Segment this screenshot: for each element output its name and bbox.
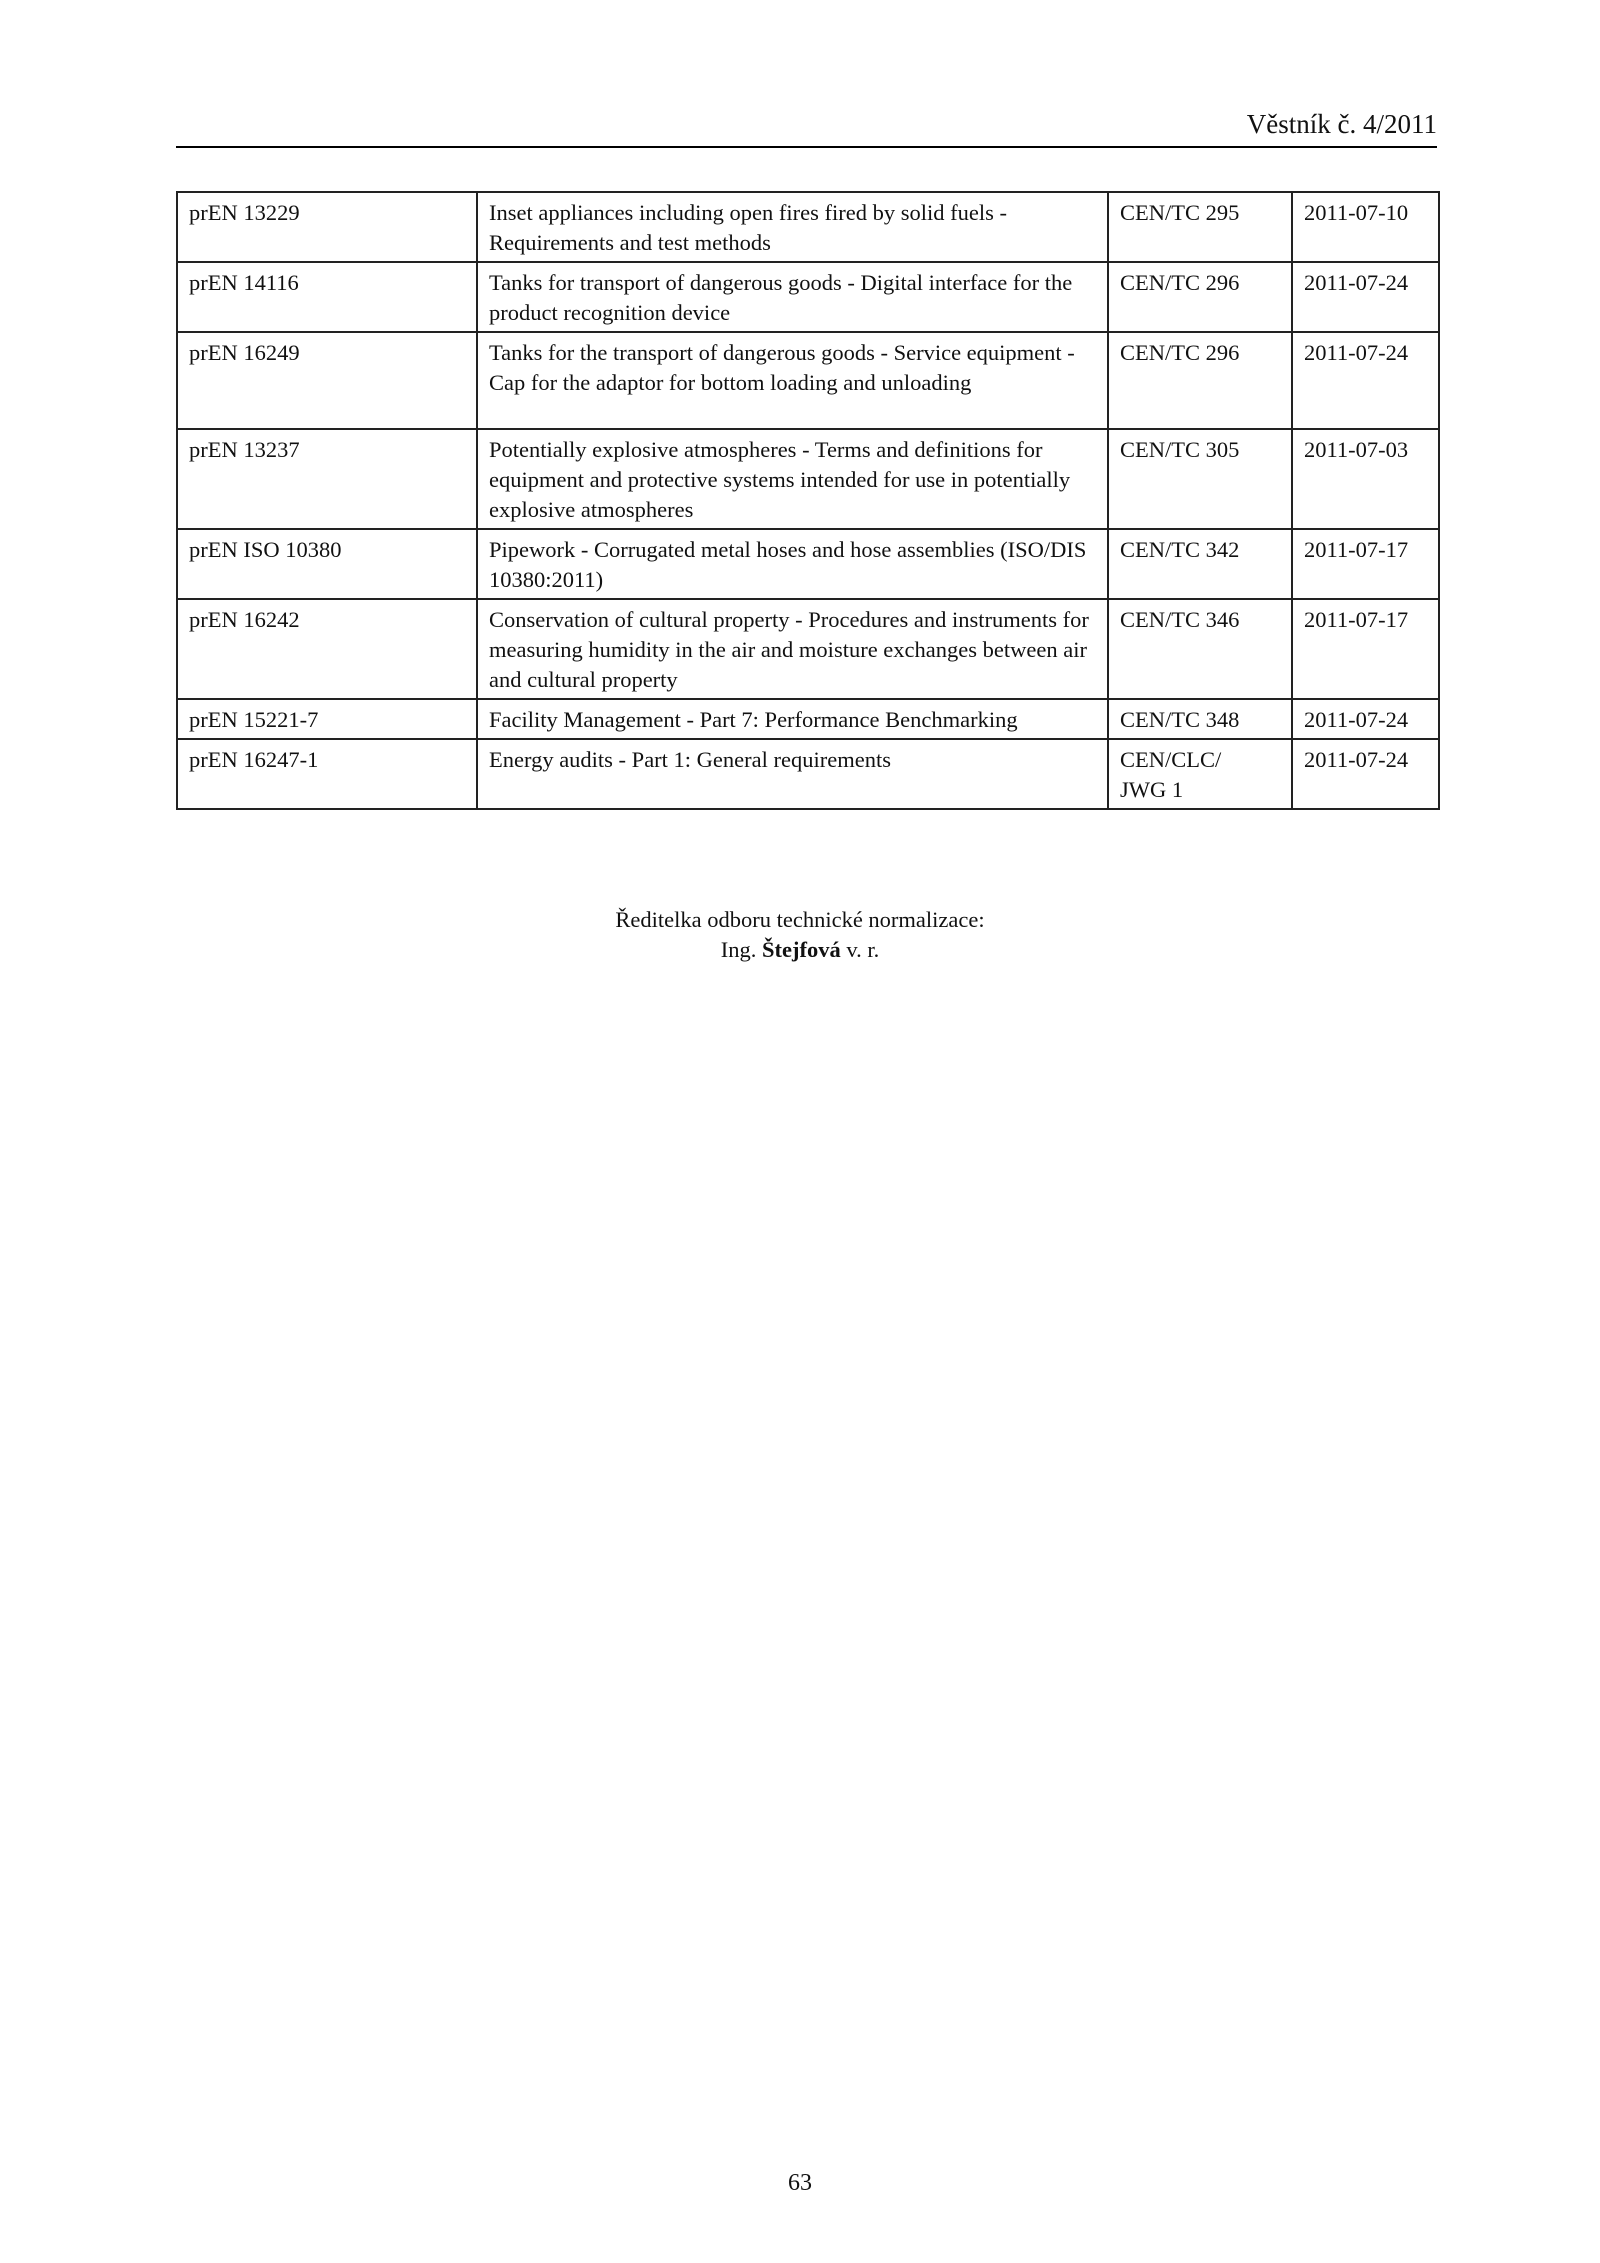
standard-title-cell: Conservation of cultural property - Procedures and instruments for measuring humidity in the air and moisture exchanges between air and cultural property bbox=[477, 599, 1108, 699]
standard-title-cell: Tanks for the transport of dangerous goods - Service equipment - Cap for the adaptor for bottom loading and unloading bbox=[477, 332, 1108, 429]
committee-cell: CEN/TC 348 bbox=[1108, 699, 1292, 739]
date-cell: 2011-07-24 bbox=[1292, 699, 1439, 739]
signature-suffix: v. r. bbox=[846, 937, 880, 962]
signature-line bbox=[0, 935, 1600, 965]
standard-code-cell: prEN 13229 bbox=[177, 192, 477, 262]
committee-cell: CEN/CLC/ JWG 1 bbox=[1108, 739, 1292, 809]
standard-title-cell: Inset appliances including open fires fired by solid fuels - Requirements and test methods bbox=[477, 192, 1108, 262]
committee-cell: CEN/TC 305 bbox=[1108, 429, 1292, 529]
signature-block bbox=[0, 905, 1600, 965]
date-cell: 2011-07-24 bbox=[1292, 739, 1439, 809]
table-row bbox=[177, 192, 1439, 262]
table-row bbox=[177, 699, 1439, 739]
committee-cell: CEN/TC 342 bbox=[1108, 529, 1292, 599]
committee-cell: CEN/TC 296 bbox=[1108, 262, 1292, 332]
table-row bbox=[177, 262, 1439, 332]
standard-code-cell: prEN 16249 bbox=[177, 332, 477, 429]
signature-role: Ředitelka odboru technické normalizace: bbox=[615, 907, 985, 932]
committee-cell: CEN/TC 295 bbox=[1108, 192, 1292, 262]
table-row bbox=[177, 739, 1439, 809]
table-row bbox=[177, 332, 1439, 429]
standard-code-cell: prEN 16242 bbox=[177, 599, 477, 699]
signature-prefix: Ing. bbox=[720, 937, 757, 962]
standard-code-cell: prEN 16247-1 bbox=[177, 739, 477, 809]
standard-title-cell: Pipework - Corrugated metal hoses and hose assemblies (ISO/DIS 10380:2011) bbox=[477, 529, 1108, 599]
date-cell: 2011-07-24 bbox=[1292, 332, 1439, 429]
date-cell: 2011-07-10 bbox=[1292, 192, 1439, 262]
bulletin-title: Věstník č. 4/2011 bbox=[1246, 109, 1437, 139]
committee-cell: CEN/TC 296 bbox=[1108, 332, 1292, 429]
standard-code-cell: prEN ISO 10380 bbox=[177, 529, 477, 599]
standards-table bbox=[176, 191, 1440, 810]
standard-title-cell: Energy audits - Part 1: General requirements bbox=[477, 739, 1108, 809]
committee-cell: CEN/TC 346 bbox=[1108, 599, 1292, 699]
date-cell: 2011-07-24 bbox=[1292, 262, 1439, 332]
standard-title-cell: Potentially explosive atmospheres - Terms and definitions for equipment and protective systems intended for use in potentially explosive atmospheres bbox=[477, 429, 1108, 529]
standard-code-cell: prEN 15221-7 bbox=[177, 699, 477, 739]
table-row bbox=[177, 529, 1439, 599]
table-row bbox=[177, 429, 1439, 529]
standard-code-cell: prEN 14116 bbox=[177, 262, 477, 332]
date-cell: 2011-07-17 bbox=[1292, 529, 1439, 599]
date-cell: 2011-07-03 bbox=[1292, 429, 1439, 529]
date-cell: 2011-07-17 bbox=[1292, 599, 1439, 699]
standard-code-cell: prEN 13237 bbox=[177, 429, 477, 529]
table-row bbox=[177, 599, 1439, 699]
signatory-name: Štejfová bbox=[761, 937, 841, 962]
header-divider bbox=[176, 146, 1437, 148]
standard-title-cell: Tanks for transport of dangerous goods - Digital interface for the product recognition device bbox=[477, 262, 1108, 332]
standard-title-cell: Facility Management - Part 7: Performance Benchmarking bbox=[477, 699, 1108, 739]
page-number: 63 bbox=[788, 2170, 812, 2196]
